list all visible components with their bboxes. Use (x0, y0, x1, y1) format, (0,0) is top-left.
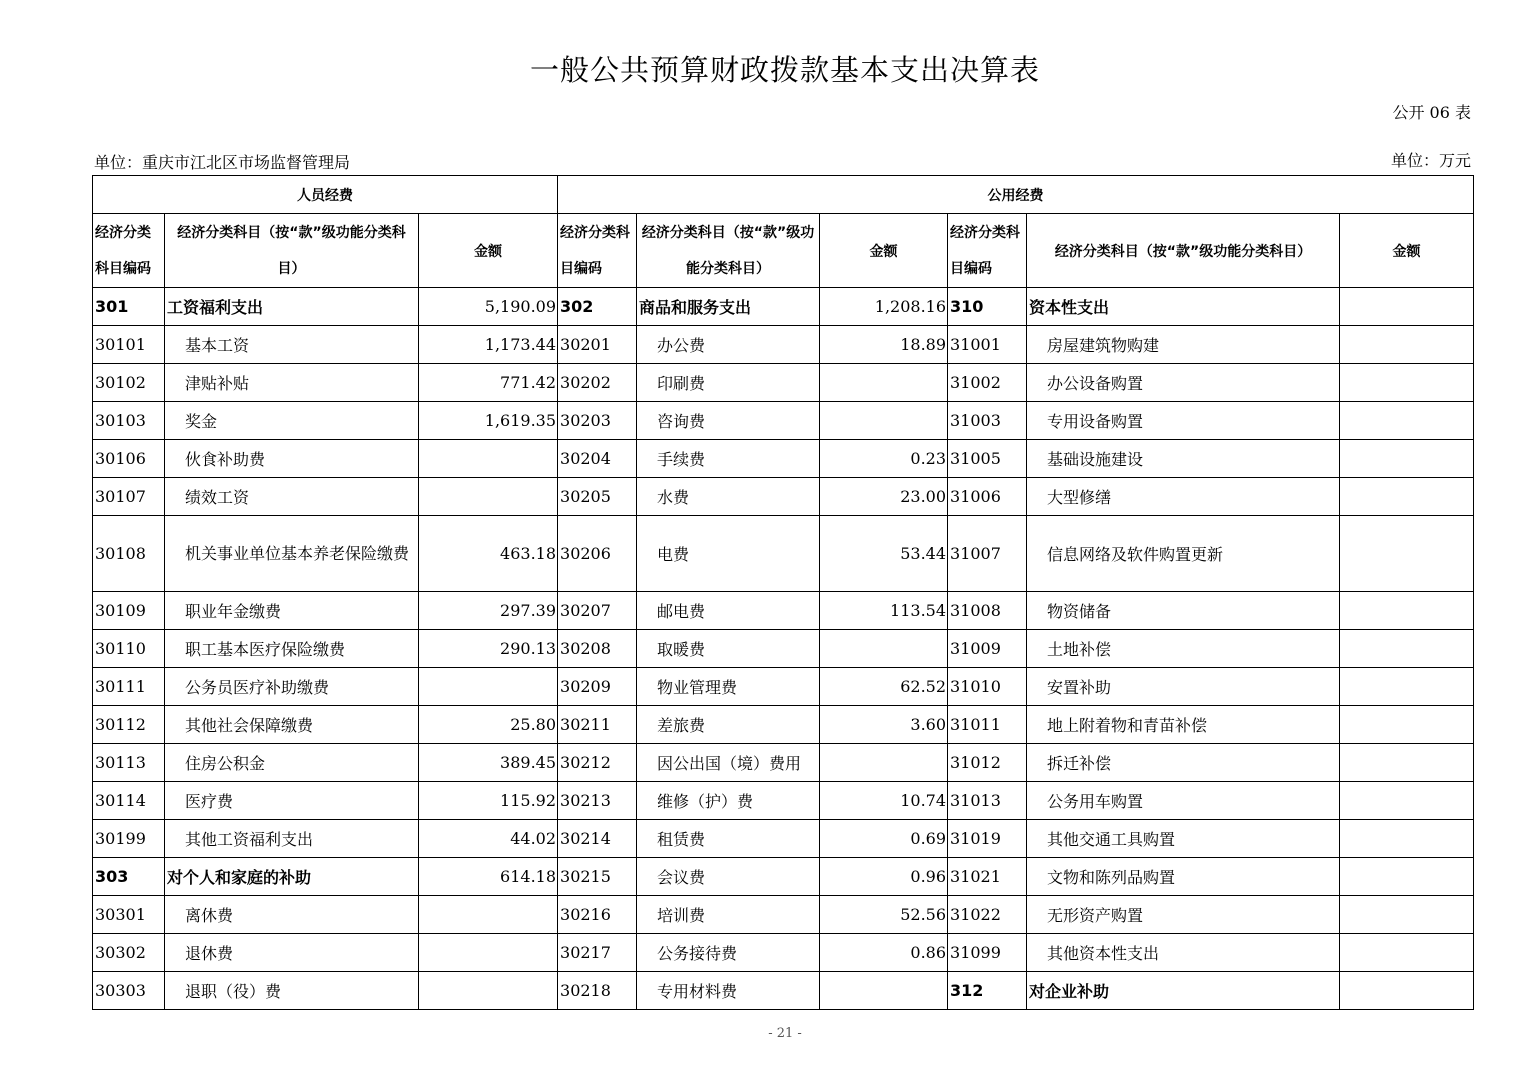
amount-cell (419, 478, 558, 516)
item-name-cell: 专用材料费 (637, 972, 820, 1010)
item-name-cell: 资本性支出 (1027, 288, 1340, 326)
amount-cell (1340, 896, 1474, 934)
item-name-cell: 办公设备购置 (1027, 364, 1340, 402)
code-cell: 30206 (558, 516, 637, 592)
amount-cell: 614.18 (419, 858, 558, 896)
item-name-cell: 拆迁补偿 (1027, 744, 1340, 782)
code-column-header: 经济分类科目编码 (93, 214, 165, 288)
code-cell: 30217 (558, 934, 637, 972)
code-cell: 30202 (558, 364, 637, 402)
item-name-cell: 邮电费 (637, 592, 820, 630)
form-number: 公开 06 表 (1392, 103, 1471, 122)
code-cell: 30111 (93, 668, 165, 706)
code-cell: 30205 (558, 478, 637, 516)
code-cell: 30101 (93, 326, 165, 364)
amount-cell (419, 972, 558, 1010)
amount-cell: 1,208.16 (820, 288, 948, 326)
item-name-cell: 离休费 (165, 896, 419, 934)
item-name-cell: 对企业补助 (1027, 972, 1340, 1010)
table-row (93, 592, 1474, 630)
code-cell: 31099 (948, 934, 1027, 972)
amount-cell (1340, 364, 1474, 402)
budget-table (92, 175, 1474, 1010)
amount-cell (820, 630, 948, 668)
item-name-cell: 专用设备购置 (1027, 402, 1340, 440)
item-name-cell: 退休费 (165, 934, 419, 972)
amount-cell (1340, 820, 1474, 858)
code-column-header: 经济分类科目编码 (558, 214, 637, 288)
code-cell: 31006 (948, 478, 1027, 516)
amount-cell (1340, 440, 1474, 478)
code-cell: 30303 (93, 972, 165, 1010)
amount-cell: 0.69 (820, 820, 948, 858)
item-name-cell: 职工基本医疗保险缴费 (165, 630, 419, 668)
item-name-cell: 地上附着物和青苗补偿 (1027, 706, 1340, 744)
table-row (93, 364, 1474, 402)
item-name-cell: 大型修缮 (1027, 478, 1340, 516)
code-cell: 31002 (948, 364, 1027, 402)
item-name-cell: 基础设施建设 (1027, 440, 1340, 478)
code-cell: 30213 (558, 782, 637, 820)
item-name-cell: 咨询费 (637, 402, 820, 440)
amount-cell: 62.52 (820, 668, 948, 706)
item-name-cell: 公务员医疗补助缴费 (165, 668, 419, 706)
code-cell: 310 (948, 288, 1027, 326)
item-name-cell: 商品和服务支出 (637, 288, 820, 326)
amount-cell (820, 972, 948, 1010)
code-cell: 31005 (948, 440, 1027, 478)
amount-cell (820, 744, 948, 782)
item-name-cell: 维修（护）费 (637, 782, 820, 820)
item-name-cell: 印刷费 (637, 364, 820, 402)
amount-cell (820, 402, 948, 440)
code-cell: 30201 (558, 326, 637, 364)
item-name-cell: 差旅费 (637, 706, 820, 744)
item-name-cell: 医疗费 (165, 782, 419, 820)
table-row (93, 478, 1474, 516)
amount-cell (820, 364, 948, 402)
code-cell: 30302 (93, 934, 165, 972)
code-cell: 302 (558, 288, 637, 326)
code-cell: 30214 (558, 820, 637, 858)
code-cell: 31009 (948, 630, 1027, 668)
amount-cell (1340, 668, 1474, 706)
code-cell: 30218 (558, 972, 637, 1010)
name-column-header: 经济分类科目（按“款”级功能分类科目） (637, 214, 820, 288)
amount-cell: 18.89 (820, 326, 948, 364)
code-cell: 301 (93, 288, 165, 326)
item-name-cell: 绩效工资 (165, 478, 419, 516)
amount-cell (1340, 592, 1474, 630)
code-cell: 303 (93, 858, 165, 896)
amount-cell: 23.00 (820, 478, 948, 516)
code-cell: 30211 (558, 706, 637, 744)
amount-cell: 115.92 (419, 782, 558, 820)
item-name-cell: 公务接待费 (637, 934, 820, 972)
item-name-cell: 文物和陈列品购置 (1027, 858, 1340, 896)
code-cell: 31022 (948, 896, 1027, 934)
amount-cell (1340, 972, 1474, 1010)
item-name-cell: 对个人和家庭的补助 (165, 858, 419, 896)
code-cell: 31013 (948, 782, 1027, 820)
amount-cell: 52.56 (820, 896, 948, 934)
amount-cell (419, 934, 558, 972)
item-name-cell: 伙食补助费 (165, 440, 419, 478)
item-name-cell: 房屋建筑物购建 (1027, 326, 1340, 364)
amount-cell: 3.60 (820, 706, 948, 744)
amount-cell (1340, 706, 1474, 744)
code-cell: 30109 (93, 592, 165, 630)
unit-currency: 单位：万元 (1390, 151, 1471, 170)
item-name-cell: 取暖费 (637, 630, 820, 668)
code-cell: 30212 (558, 744, 637, 782)
code-cell: 31003 (948, 402, 1027, 440)
code-cell: 30203 (558, 402, 637, 440)
table-row (93, 288, 1474, 326)
code-cell: 31021 (948, 858, 1027, 896)
item-name-cell: 无形资产购置 (1027, 896, 1340, 934)
amount-cell (1340, 326, 1474, 364)
amount-cell (1340, 782, 1474, 820)
code-cell: 30209 (558, 668, 637, 706)
table-row (93, 972, 1474, 1010)
code-cell: 31019 (948, 820, 1027, 858)
amount-cell (419, 668, 558, 706)
amount-cell: 10.74 (820, 782, 948, 820)
item-name-cell: 公务用车购置 (1027, 782, 1340, 820)
table-row (93, 668, 1474, 706)
item-name-cell: 其他资本性支出 (1027, 934, 1340, 972)
code-cell: 30113 (93, 744, 165, 782)
item-name-cell: 水费 (637, 478, 820, 516)
item-name-cell: 因公出国（境）费用 (637, 744, 820, 782)
code-cell: 312 (948, 972, 1027, 1010)
page-number: - 21 - (768, 1026, 802, 1041)
code-cell: 31011 (948, 706, 1027, 744)
item-name-cell: 安置补助 (1027, 668, 1340, 706)
code-cell: 31008 (948, 592, 1027, 630)
item-name-cell: 奖金 (165, 402, 419, 440)
amount-column-header: 金额 (820, 214, 948, 288)
amount-cell (1340, 402, 1474, 440)
amount-cell: 5,190.09 (419, 288, 558, 326)
item-name-cell: 土地补偿 (1027, 630, 1340, 668)
amount-cell (1340, 858, 1474, 896)
code-cell: 30108 (93, 516, 165, 592)
item-name-cell: 机关事业单位基本养老保险缴费 (165, 516, 419, 592)
name-column-header: 经济分类科目（按“款”级功能分类科目） (1027, 214, 1340, 288)
item-name-cell: 其他交通工具购置 (1027, 820, 1340, 858)
page-title: 一般公共预算财政拨款基本支出决算表 (529, 53, 1040, 87)
item-name-cell: 津贴补贴 (165, 364, 419, 402)
item-name-cell: 退职（役）费 (165, 972, 419, 1010)
code-cell: 30107 (93, 478, 165, 516)
amount-cell: 0.86 (820, 934, 948, 972)
table-row (93, 820, 1474, 858)
amount-column-header: 金额 (1340, 214, 1474, 288)
item-name-cell: 工资福利支出 (165, 288, 419, 326)
item-name-cell: 住房公积金 (165, 744, 419, 782)
code-cell: 30207 (558, 592, 637, 630)
code-cell: 30208 (558, 630, 637, 668)
table-row (93, 896, 1474, 934)
code-cell: 30102 (93, 364, 165, 402)
table-row (93, 440, 1474, 478)
item-name-cell: 其他社会保障缴费 (165, 706, 419, 744)
item-name-cell: 办公费 (637, 326, 820, 364)
table-row (93, 516, 1474, 592)
amount-cell: 25.80 (419, 706, 558, 744)
amount-cell: 44.02 (419, 820, 558, 858)
code-cell: 30112 (93, 706, 165, 744)
amount-cell: 290.13 (419, 630, 558, 668)
item-name-cell: 其他工资福利支出 (165, 820, 419, 858)
item-name-cell: 手续费 (637, 440, 820, 478)
item-name-cell: 基本工资 (165, 326, 419, 364)
item-name-cell: 职业年金缴费 (165, 592, 419, 630)
public-header: 公用经费 (558, 176, 1474, 214)
code-cell: 30110 (93, 630, 165, 668)
table-row (93, 326, 1474, 364)
item-name-cell: 培训费 (637, 896, 820, 934)
amount-cell (419, 440, 558, 478)
item-name-cell: 物资储备 (1027, 592, 1340, 630)
item-name-cell: 会议费 (637, 858, 820, 896)
table-row (93, 630, 1474, 668)
amount-cell: 463.18 (419, 516, 558, 592)
amount-cell: 53.44 (820, 516, 948, 592)
table-row (93, 858, 1474, 896)
code-cell: 30216 (558, 896, 637, 934)
code-cell: 30215 (558, 858, 637, 896)
amount-cell (1340, 934, 1474, 972)
amount-cell (419, 896, 558, 934)
table-row (93, 402, 1474, 440)
item-name-cell: 租赁费 (637, 820, 820, 858)
code-cell: 30199 (93, 820, 165, 858)
code-cell: 30103 (93, 402, 165, 440)
code-column-header: 经济分类科目编码 (948, 214, 1027, 288)
item-name-cell: 物业管理费 (637, 668, 820, 706)
personnel-header: 人员经费 (93, 176, 558, 214)
amount-column-header: 金额 (419, 214, 558, 288)
amount-cell: 389.45 (419, 744, 558, 782)
amount-cell (1340, 630, 1474, 668)
amount-cell (1340, 288, 1474, 326)
amount-cell: 113.54 (820, 592, 948, 630)
item-name-cell: 信息网络及软件购置更新 (1027, 516, 1340, 592)
table-row (93, 934, 1474, 972)
amount-cell: 1,173.44 (419, 326, 558, 364)
code-cell: 30204 (558, 440, 637, 478)
code-cell: 31007 (948, 516, 1027, 592)
amount-cell (1340, 478, 1474, 516)
code-cell: 30106 (93, 440, 165, 478)
code-cell: 30301 (93, 896, 165, 934)
amount-cell: 0.23 (820, 440, 948, 478)
amount-cell: 0.96 (820, 858, 948, 896)
code-cell: 31010 (948, 668, 1027, 706)
name-column-header: 经济分类科目（按“款”级功能分类科目） (165, 214, 419, 288)
amount-cell (1340, 744, 1474, 782)
code-cell: 30114 (93, 782, 165, 820)
amount-cell: 771.42 (419, 364, 558, 402)
table-row (93, 782, 1474, 820)
table-row (93, 744, 1474, 782)
code-cell: 31012 (948, 744, 1027, 782)
table-row (93, 706, 1474, 744)
amount-cell: 297.39 (419, 592, 558, 630)
item-name-cell: 电费 (637, 516, 820, 592)
code-cell: 31001 (948, 326, 1027, 364)
amount-cell: 1,619.35 (419, 402, 558, 440)
amount-cell (1340, 516, 1474, 592)
unit-organization: 单位：重庆市江北区市场监督管理局 (94, 153, 351, 172)
